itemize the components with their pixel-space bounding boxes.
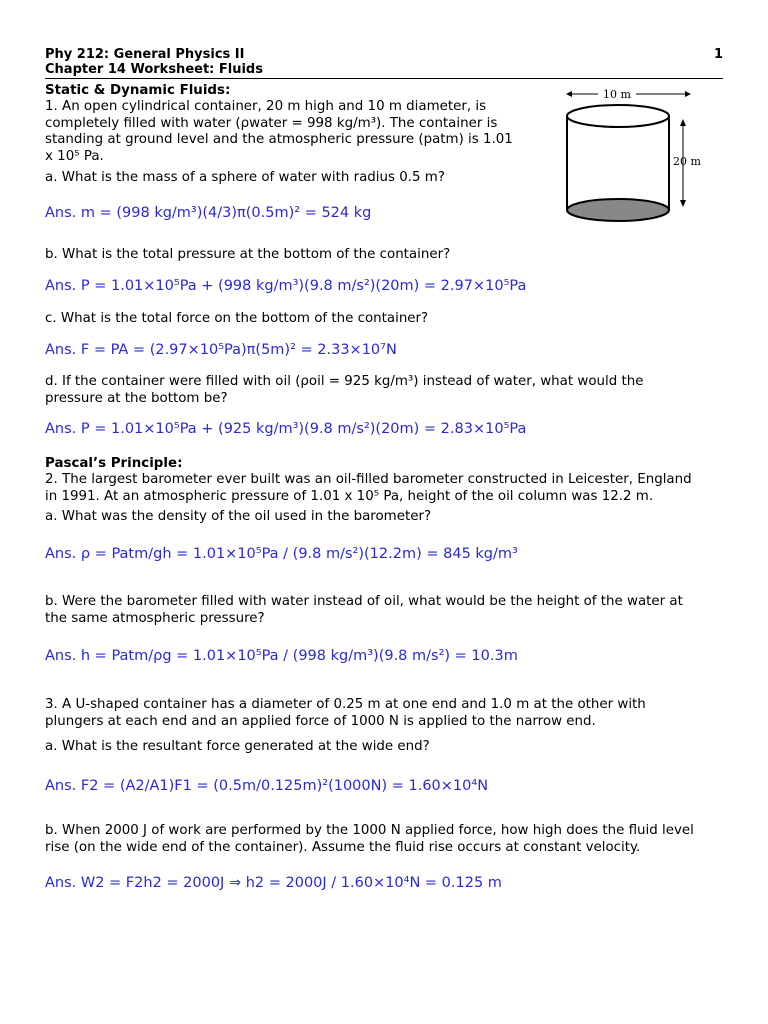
q1-line-2: completely filled with water (ρwater = 998 kg/m³). The container is [45,115,498,131]
q3b-line-2: rise (on the wide end of the container). Assume the fluid rise occurs at constant velocity. [45,839,641,855]
q2a-text: a. What was the density of the oil used in the barometer? [45,509,432,524]
q1d-line-2: pressure at the bottom be? [45,390,228,406]
q1-line-3: standing at ground level and the atmospheric pressure (patm) is 1.01 [45,132,513,147]
q2-line-2: in 1991. At an atmospheric pressure of 1.01 x 10⁵ Pa, height of the oil column was 12.2 m. [45,488,654,504]
q1-line-4: x 10⁵ Pa. [45,148,104,164]
q3a-text: a. What is the resultant force generated at the wide end? [45,739,430,754]
q3-line-2: plungers at each end and an applied force of 1000 N is applied to the narrow end. [45,713,596,729]
q3b-answer: Ans. W2 = F2h2 = 2000J ⇒ h2 = 2000J / 1.60×10⁴N = 0.125 m [45,875,502,891]
q1c-text: c. What is the total force on the bottom of the container? [45,311,429,326]
page-number: 1 [714,47,724,62]
q1-line-1: 1. An open cylindrical container, 20 m high and 10 m diameter, is [45,99,487,114]
q1c-answer: Ans. F = PA = (2.97×10⁵Pa)π(5m)² = 2.33×10⁷N [45,342,397,358]
q1a-text: a. What is the mass of a sphere of water with radius 0.5 m? [45,170,445,185]
q2-line-1: 2. The largest barometer ever built was an oil-filled barometer constructed in Leicester, England [45,472,692,487]
q2-text [45,472,692,505]
q2b-text [45,594,683,627]
q2a-answer: Ans. ρ = Patm/gh = 1.01×10⁵Pa / (9.8 m/s²)(12.2m) = 845 kg/m³ [45,546,518,562]
section-title-pascal: Pascal’s Principle: [45,456,183,471]
course-title: Phy 212: General Physics II [45,47,245,62]
cylinder-diagram [560,84,720,229]
header-rule [45,78,723,79]
height-label: 20 m [673,155,701,168]
q1-text [45,99,513,165]
q2b-line-1: b. Were the barometer filled with water instead of oil, what would be the height of the water at [45,594,683,609]
q1d-answer: Ans. P = 1.01×10⁵Pa + (925 kg/m³)(9.8 m/s²)(20m) = 2.83×10⁵Pa [45,421,527,437]
q3a-answer: Ans. F2 = (A2/A1)F1 = (0.5m/0.125m)²(1000N) = 1.60×10⁴N [45,778,489,794]
q1b-answer: Ans. P = 1.01×10⁵Pa + (998 kg/m³)(9.8 m/s²)(20m) = 2.97×10⁵Pa [45,278,527,294]
width-label: 10 m [603,88,631,101]
q1d-text [45,374,643,407]
q1a-answer: Ans. m = (998 kg/m³)(4/3)π(0.5m)² = 524 kg [45,205,372,221]
q3-text [45,697,646,730]
q2b-answer: Ans. h = Patm/ρg = 1.01×10⁵Pa / (998 kg/m³)(9.8 m/s²) = 10.3m [45,648,518,664]
chapter-title: Chapter 14 Worksheet: Fluids [45,62,263,77]
q3-line-1: 3. A U-shaped container has a diameter of 0.25 m at one end and 1.0 m at the other with [45,697,646,712]
q3b-line-1: b. When 2000 J of work are performed by the 1000 N applied force, how high does the fluid level [45,823,694,838]
q1d-line-1: d. If the container were filled with oil (ρoil = 925 kg/m³) instead of water, what would the [45,374,644,389]
section-title-static-dynamic: Static & Dynamic Fluids: [45,83,231,98]
q1b-text: b. What is the total pressure at the bottom of the container? [45,247,451,262]
q2b-line-2: the same atmospheric pressure? [45,610,265,626]
q3b-text [45,823,694,856]
